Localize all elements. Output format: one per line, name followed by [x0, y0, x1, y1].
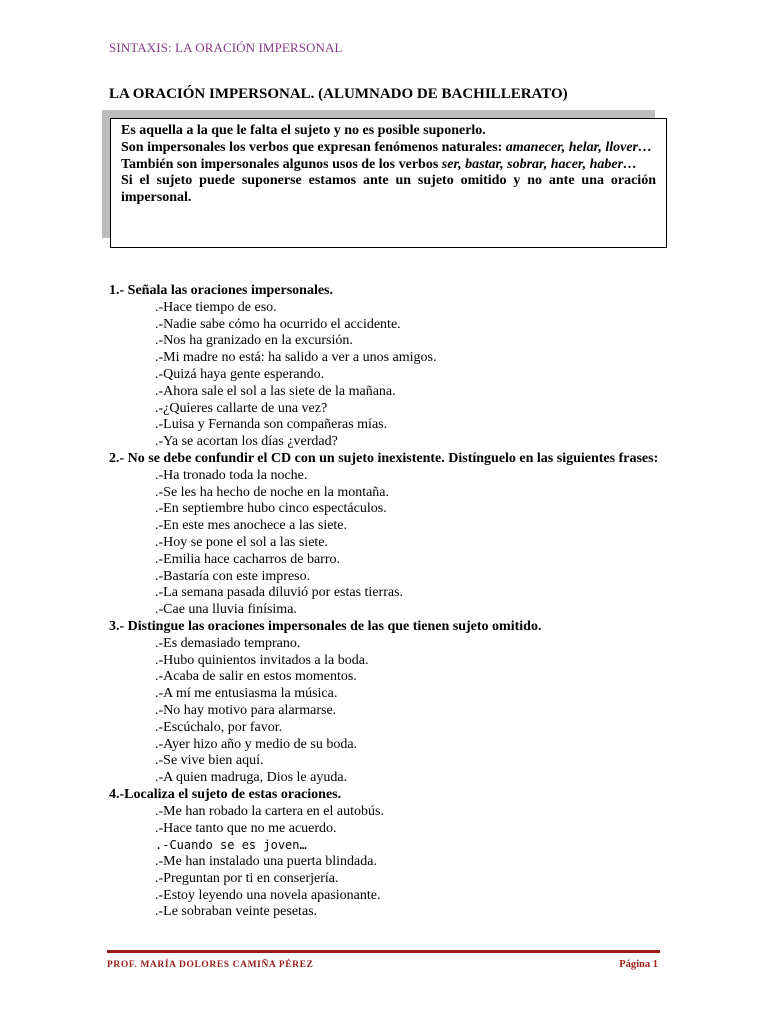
definition-line-3-text: También son impersonales algunos usos de los verbos — [121, 156, 442, 172]
list-item: .-En este mes anochece a las siete. — [155, 518, 348, 534]
list-item: .-¿Quieres callarte de una vez? — [155, 400, 328, 416]
exercise-3-question: 3.- Distingue las oraciones impersonales de las que tienen sujeto omitido. — [109, 618, 542, 634]
list-item: .-Me han instalado una puerta blindada. — [155, 854, 377, 870]
list-item: .-Bastaría con este impreso. — [155, 568, 311, 584]
list-item: .-Se les ha hecho de noche en la montaña. — [155, 484, 390, 500]
list-item: .-No hay motivo para alarmarse. — [155, 702, 337, 718]
list-item: .-Ya se acortan los días ¿verdad? — [155, 434, 338, 450]
definition-line-3 — [121, 157, 656, 174]
exercise-1-question: 1.- Señala las oraciones impersonales. — [109, 283, 333, 298]
list-item: .-Ha tronado toda la noche. — [155, 467, 308, 483]
definition-line-4: Si el sujeto puede suponerse estamos ante un sujeto omitido y no ante una oración impersonal. — [121, 173, 656, 206]
list-item: .-Nadie sabe cómo ha ocurrido el accidente. — [155, 316, 401, 332]
list-item: .-Me han robado la cartera en el autobús. — [155, 803, 384, 819]
definition-line-2 — [121, 140, 656, 157]
list-item: .-Estoy leyendo una novela apasionante. — [155, 887, 381, 903]
list-item: .-Emilia hace cacharros de barro. — [155, 551, 341, 567]
definition-line-1: Es aquella a la que le falta el sujeto y no es posible suponerlo. — [121, 123, 486, 138]
exercise-2-question: 2.- No se debe confundir el CD con un sujeto inexistente. Distínguelo en las siguientes frases: — [109, 450, 659, 466]
footer-author: PROF. MARÍA DOLORES CAMIÑA PÉREZ — [107, 960, 314, 970]
page-title: LA ORACIÓN IMPERSONAL. (ALUMNADO DE BACHILLERATO) — [109, 86, 568, 102]
list-item: .-A quien madruga, Dios le ayuda. — [155, 770, 348, 786]
footer-page-number: Página 1 — [619, 959, 658, 970]
running-header: SINTAXIS: LA ORACIÓN IMPERSONAL — [109, 40, 343, 55]
exercise-4-question: 4.-Localiza el sujeto de estas oraciones. — [109, 786, 342, 802]
list-item: .-La semana pasada diluvió por estas tierras. — [155, 585, 404, 601]
list-item: .-Nos ha granizado en la excursión. — [155, 333, 353, 349]
list-item: .-Ahora sale el sol a las siete de la mañana. — [155, 383, 396, 399]
list-item: .-Mi madre no está: ha salido a ver a unos amigos. — [155, 350, 437, 366]
list-item: .-Preguntan por ti en conserjería. — [155, 870, 339, 886]
exercise-list — [109, 283, 659, 921]
list-item: .-Hace tiempo de eso. — [155, 299, 277, 315]
definition-line-2-examples: amanecer, helar, llover… — [505, 139, 652, 155]
list-item: .-Es demasiado temprano. — [155, 635, 301, 651]
list-item: .-Hoy se pone el sol a las siete. — [155, 534, 329, 550]
list-item: .-Escúchalo, por favor. — [155, 719, 283, 735]
list-item: .-Hubo quinientos invitados a la boda. — [155, 652, 369, 668]
list-item: .-Le sobraban veinte pesetas. — [155, 904, 318, 920]
list-item: .-Se vive bien aquí. — [155, 753, 264, 769]
definition-line-2-text: Son impersonales los verbos que expresan fenómenos naturales: — [121, 139, 506, 155]
list-item: .-Ayer hizo año y medio de su boda. — [155, 736, 358, 752]
definition-box — [110, 118, 667, 248]
list-item: .-Cuando se es joven… — [155, 838, 307, 853]
definition-line-3-examples: ser, bastar, sobrar, hacer, haber… — [441, 156, 638, 172]
list-item: .-A mí me entusiasma la música. — [155, 686, 338, 702]
list-item: .-Quizá haya gente esperando. — [155, 366, 325, 382]
list-item: .-Luisa y Fernanda son compañeras mías. — [155, 417, 388, 433]
list-item: .-Cae una lluvia finísima. — [155, 602, 297, 618]
footer-divider — [107, 950, 660, 953]
list-item: .-Acaba de salir en estos momentos. — [155, 669, 357, 685]
list-item: .-Hace tanto que no me acuerdo. — [155, 820, 337, 836]
list-item: .-En septiembre hubo cinco espectáculos. — [155, 501, 387, 517]
